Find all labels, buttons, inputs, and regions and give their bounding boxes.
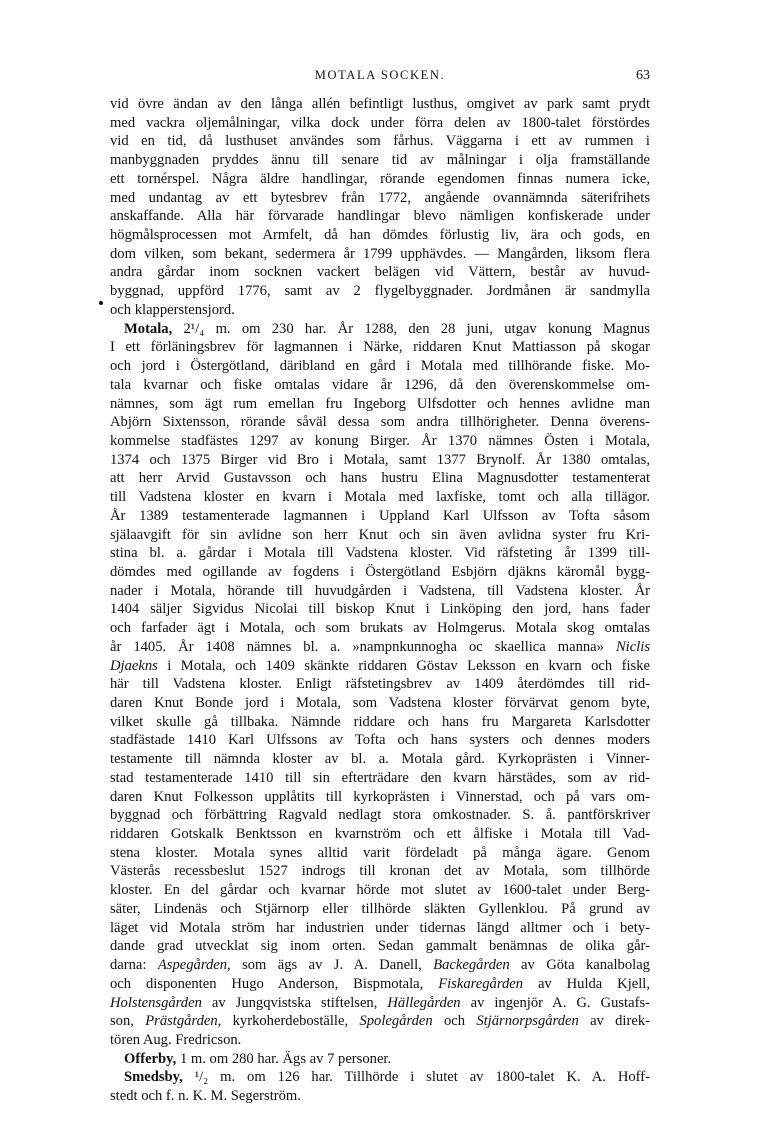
text-line <box>110 170 650 189</box>
running-title: MOTALA SOCKEN. <box>314 68 446 82</box>
text-line <box>110 806 650 825</box>
text-line <box>110 395 650 414</box>
text-segment: av Göta kanalbolag <box>509 957 650 974</box>
text-segment: År 1389 testamenterade lagmannen i Uppland Karl Ulfsson av Tofta såsom <box>110 507 650 524</box>
italic-name: Stjärnorpsgården <box>476 1013 579 1030</box>
text-line <box>110 788 650 807</box>
text-segment: med undantag av ett bytesbrev från 1772, angående ovannämnda säterifrihets <box>110 189 650 206</box>
italic-name: Prästgården <box>145 1013 218 1030</box>
text-segment: riddaren Gotskalk Benktsson en kvarnström och ett ålfiske i Motala till Vad- <box>110 826 650 843</box>
text-line <box>110 338 650 357</box>
text-segment: dom vilken, som bekant, sedermera år 1799 upphävdes. — Mangården, liksom flera <box>110 245 650 262</box>
text-segment: av Jungqvistska stiftelsen, <box>201 994 388 1011</box>
page-number: 63 <box>636 68 650 83</box>
text-segment: högmålsprocessen mot Armfelt, då han dömdes förlustig liv, ära och gods, en <box>110 227 650 244</box>
text-segment: 2¹/₄ m. om 230 har. År 1288, den 28 juni, utgav konung Magnus <box>172 320 650 337</box>
text-line <box>110 619 650 638</box>
text-line <box>110 638 650 657</box>
text-line <box>110 956 650 975</box>
text-line <box>110 320 650 339</box>
text-line <box>110 413 650 432</box>
text-line <box>110 207 650 226</box>
text-line <box>110 357 650 376</box>
text-line <box>110 282 650 301</box>
text-line <box>110 95 650 114</box>
italic-name: Backegården <box>433 957 510 974</box>
text-segment: daren Knut Bonde jord i Motala, som Vadstena kloster förvärvat genom byte, <box>110 695 650 711</box>
italic-name: Niclis <box>615 638 650 655</box>
text-segment: att herr Arvid Gustavsson och hans hustru Elina Magnusdotter testamenterat <box>110 470 650 487</box>
text-line <box>110 1031 650 1050</box>
text-segment: 1374 och 1375 Birger vid Bro i Motala, samt 1377 Brynolf. År 1380 omtalas, <box>110 451 650 468</box>
text-segment: stena kloster. Motala synes alltid varit fördeladt på många ägare. Genom <box>110 844 650 861</box>
text-line <box>110 657 650 676</box>
text-segment: av Hulda Kjell, <box>523 975 650 992</box>
text-segment: I ett förläningsbrev för lagmannen i Närke, riddaren Knut Mattiasson på skogar <box>110 339 650 356</box>
text-line <box>110 1012 650 1031</box>
text-segment: byggnad, uppförd 1776, samt av 2 flygelbyggnader. Jordmånen är sandmylla <box>110 283 650 300</box>
text-segment: till Vadstena kloster en kvarn i Motala med laxfiske, tomt och alla tillägor. <box>110 489 650 506</box>
italic-name: Spolegården <box>359 1013 433 1030</box>
text-segment: stedt och f. n. K. M. Segerström. <box>110 1088 301 1105</box>
text-line <box>110 114 650 133</box>
text-segment: daren Knut Folkesson upplåtits till kyrkoprästen i Vinnerstad, och på vars om- <box>110 788 650 805</box>
text-segment: nader i Motala, hörande till huvudgården i Vadstena, till Vadstena kloster. År <box>110 582 650 599</box>
text-line <box>110 1050 650 1069</box>
text-segment: och klapperstensjord. <box>110 301 235 318</box>
text-segment: ett tornérspel. Några äldre handlingar, rörande egendomen finnas numera icke, <box>110 170 650 187</box>
text-segment: med vackra oljemålningar, vilka dock under förra delen av 1800-talet förstördes <box>110 114 650 131</box>
text-segment: år 1405. År 1408 nämnes bl. a. »nampnkunnogha oc skaellica manna» <box>110 638 616 655</box>
text-segment: , kyrkoherdeboställe, <box>217 1013 360 1030</box>
text-segment: Västerås recessbeslut 1527 indrogs till kronan det av Motala, som tillhörde <box>110 863 650 880</box>
text-segment: säter, Lindenäs och Stjärnorp eller tillhörde släkten Gyllenklou. På grund av <box>110 900 650 917</box>
italic-name: Holstensgården <box>110 994 202 1011</box>
entry-heading: Motala, <box>124 320 173 337</box>
text-segment: och farfader ägt i Motala, och som brukats av Holmgerus. Motala skog omtalas <box>110 620 650 637</box>
text-segment: och jord i Östergötland, däribland en gård i Motala med tillhörande fiske. Mo- <box>110 358 650 375</box>
text-segment: vilket skulle gå tillbaka. Nämnde riddare och hans fru Margareta Karlsdotter <box>110 713 650 730</box>
text-line <box>110 713 650 732</box>
text-line <box>110 451 650 470</box>
text-segment: , som ägs av J. A. Danell, <box>227 957 434 974</box>
text-segment: testamente till nämnda kloster av bl. a. Motala gård. Kyrkoprästen i Vinner- <box>110 751 650 768</box>
text-line <box>110 675 650 694</box>
body-text <box>110 95 650 1106</box>
text-segment: 1404 säljer Sigvidus Nicolai till biskop Knut i Linköping den jord, hans fader <box>110 601 650 618</box>
text-segment: av direk- <box>578 1013 650 1030</box>
text-line <box>110 263 650 282</box>
text-segment: kommelse stadfästes 1297 av konung Birger. År 1370 nämnes Östen i Motala, <box>110 432 650 449</box>
text-segment: Abjörn Sixtensson, rörande såväl dessa som andra tillhörigheter. Denna överens- <box>110 414 650 431</box>
text-line <box>110 226 650 245</box>
text-line <box>110 526 650 545</box>
text-segment: dömdes med ogillande av fogdens i Östergötland Esbjörn djäkns käromål bygg- <box>110 563 650 580</box>
text-line <box>110 1068 650 1087</box>
text-line <box>110 544 650 563</box>
text-line <box>110 301 650 320</box>
text-segment: manbyggnaden pryddes ännu till senare tid av målningar i olja framställande <box>110 152 650 169</box>
text-segment: son, <box>110 1013 146 1030</box>
text-segment: stina bl. a. gårdar i Motala till Vadstena kloster. Vid räfsteting år 1399 till- <box>110 545 650 562</box>
text-segment: anskaffande. Alla här förvarade handlingar blevo nämligen konfiskerade under <box>110 208 650 225</box>
text-segment: vid övre ändan av den långa allén befintligt lusthus, omgivet av park samt prydt <box>110 96 650 112</box>
text-line <box>110 132 650 151</box>
italic-name: Hällegården <box>387 994 461 1011</box>
text-line <box>110 469 650 488</box>
text-line <box>110 937 650 956</box>
text-segment: vid en tid, då lusthuset användes som fårhus. Väggarna i ett av rummen i <box>110 133 650 150</box>
entry-heading: Smedsby, <box>124 1069 183 1086</box>
text-line <box>110 245 650 264</box>
text-line <box>110 769 650 788</box>
text-segment: tören Aug. Fredricson. <box>110 1031 242 1048</box>
text-line <box>110 694 650 713</box>
text-segment: själaavgift för sin avlidne son herr Knut och sin även avlidna syster fru Kri- <box>110 526 650 543</box>
text-line <box>110 432 650 451</box>
text-segment: och disponenten Hugo Anderson, Bispmotala, <box>110 975 439 992</box>
text-line <box>110 900 650 919</box>
text-line <box>110 507 650 526</box>
text-segment: av ingenjör A. G. Gustafs- <box>460 994 650 1011</box>
text-line <box>110 151 650 170</box>
text-segment: ¹/₂ m. om 126 har. Tillhörde i slutet av 1800-talet K. A. Hoff- <box>182 1069 650 1086</box>
text-segment: andra gårdar inom socknen vackert belägen vid Vättern, består av huvud- <box>110 264 650 281</box>
text-segment: och <box>432 1013 477 1030</box>
text-segment: i Motala, och 1409 skänkte riddaren Göstav Leksson en kvarn och fiske <box>157 657 650 674</box>
margin-mark <box>99 301 103 305</box>
text-line <box>110 994 650 1013</box>
text-line <box>110 844 650 863</box>
italic-name: Djaekns <box>110 657 158 674</box>
text-line <box>110 563 650 582</box>
text-segment: stadfästade 1410 Karl Ulfssons av Tofta och hans systers och dennes moders <box>110 732 650 749</box>
text-line <box>110 881 650 900</box>
text-segment: darna: <box>110 957 158 974</box>
text-line <box>110 189 650 208</box>
text-line <box>110 919 650 938</box>
text-line <box>110 600 650 619</box>
text-line <box>110 582 650 601</box>
text-segment: nämnes, som ägt rum emellan fru Ingeborg Ulfsdotter och hennes avlidne man <box>110 395 650 412</box>
text-line <box>110 488 650 507</box>
italic-name: Fiskaregården <box>438 975 524 992</box>
text-segment: här till Vadstena kloster. Enligt räfstetingsbrev av 1409 återdömdes till rid- <box>110 676 650 693</box>
text-segment: 1 m. om 280 har. Ägs av 7 personer. <box>176 1050 392 1067</box>
running-head <box>110 68 650 88</box>
text-line <box>110 376 650 395</box>
text-segment: dande grad utvecklat sig inom orten. Sedan gammalt benämnas de olika går- <box>110 938 650 955</box>
text-segment: byggnad och förbättring Ragvald nedlagt stora omkostnader. S. å. pantförskriver <box>110 807 650 824</box>
text-segment: tala kvarnar och fiske omtalas vidare år 1296, då den överenskommelse om- <box>110 376 650 393</box>
italic-name: Aspegården <box>157 957 228 974</box>
text-segment: stad testamenterade 1410 till sin efterträdare den kvarn härstädes, som av rid- <box>110 769 650 786</box>
text-line <box>110 862 650 881</box>
text-line <box>110 1087 650 1106</box>
text-line <box>110 750 650 769</box>
text-line <box>110 825 650 844</box>
entry-heading: Offerby, <box>124 1050 177 1067</box>
text-line <box>110 731 650 750</box>
text-segment: läget vid Motala ström har industrien under tidernas längd alltmer och i bety- <box>110 919 650 936</box>
text-segment: kloster. En del gårdar och kvarnar hörde mot slutet av 1600-talet under Berg- <box>110 882 650 899</box>
text-line <box>110 975 650 994</box>
